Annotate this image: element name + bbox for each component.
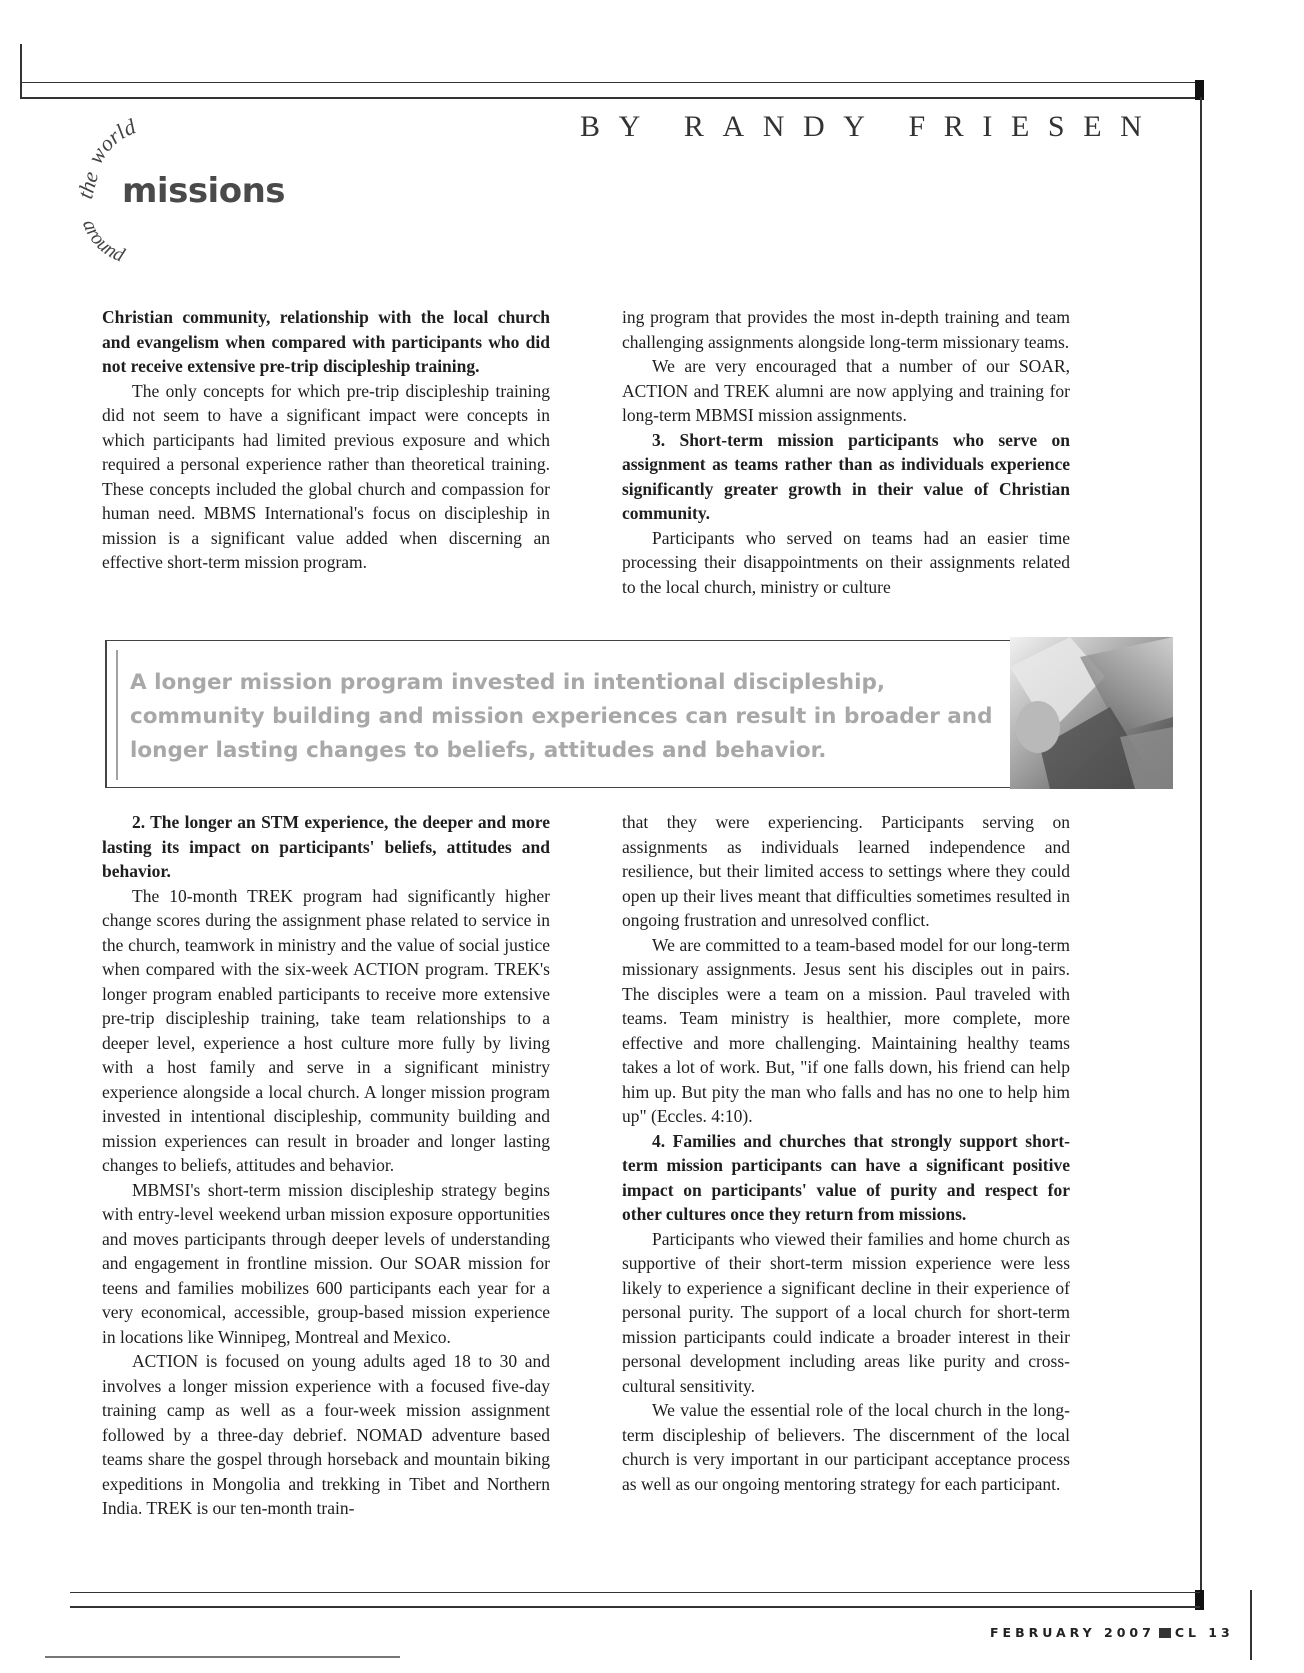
right-frame-rule [1200,97,1202,1604]
column-bottom-left [102,810,550,1521]
logo-arc-top: world [82,115,140,168]
bottom-edge-mark [45,1656,400,1658]
paragraph: 4. Families and churches that strongly support short-term mission participants can have a significant positive impact on participants' value of purity and respect for other cultures once they return from missions. [622,1130,1070,1224]
paragraph: 2. The longer an STM experience, the deeper and more lasting its impact on participants' beliefs, attitudes and behavior. [102,812,550,881]
section-logo [60,115,290,265]
footer-separator [1159,1628,1171,1638]
paragraph: MBMSI's short-term mission discipleship strategy begins with entry-level weekend urban mission exposure opportunities and moves participants through deeper levels of understanding and engagement in frontline mission. Our SOAR mission for teens and families mobilizes 600 participants each year for a very economical, accessible, group-based mission experience in locations like Winnipeg, Montreal and Mexico. [102,1179,550,1347]
paragraph: 3. Short-term mission participants who serve on assignment as teams rather than as individuals experience significantly greater growth in their value of Christian community. [622,429,1070,523]
header-top-rule [22,82,1202,83]
paragraph: We are very encouraged that a number of our SOAR, ACTION and TREK alumni are now applying and training for long-term MBMSI mission assignments. [622,356,1070,425]
paragraph: that they were experiencing. Participants serving on assignments as individuals learned independence and resilience, but their limited access to settings where they could open up their lives meant that difficulties sometimes resulted in ongoing frustration and unresolved conflict. [622,812,1070,930]
pull-quote: A longer mission program invested in intentional discipleship, community building and mission experiences can result in broader and longer lasting changes to beliefs, attitudes and behavior. [130,670,993,763]
page-footer [990,1625,1234,1640]
header-rule [22,97,1202,99]
left-margin-rule [20,44,22,99]
paragraph: Participants who served on teams had an easier time processing their disappointments on their assignments related to the local church, ministry or culture [622,527,1070,597]
logo-word: missions [122,171,286,211]
byline: BY RANDY FRIESEN [580,110,1161,143]
paragraph: Participants who viewed their families and home church as supportive of their short-term mission experience were less likely to experience a significant decline in their experience of personal purity. The support of a local church for short-term mission participants could indicate a broader interest in their personal development including areas like purity and cross-cultural sensitivity. [622,1228,1070,1396]
logo-arc-side: the [72,168,104,202]
paragraph: ACTION is focused on young adults aged 18 to 30 and involves a longer mission experience with a focused five-day training camp as well as a four-week mission assignment followed by a three-day debrief. NOMAD adventure based teams share the gospel through horseback and mountain biking expeditions in Mongolia and trekking in Tibet and Northern India. TREK is our ten-month train- [102,1351,550,1518]
logo-arc-bottom: around [77,216,128,265]
paragraph: We are committed to a team-based model for our long-term missionary assignments. Jesus sent his disciples out in pairs. The disciples were a team on a mission. Paul traveled with teams. Team ministry is healthier, more complete, more effective and more challenging. Maintaining healthy teams takes a lot of work. But, "if one falls down, his friend can help him up. But pity the man who falls and has no one to help him up" (Eccles. 4:10). [622,934,1070,1126]
column-bottom-right [622,810,1070,1496]
footer-rule-top [70,1592,1200,1593]
paragraph: We value the essential role of the local church in the long-term discipleship of believers. The discernment of the local church is very important in our participant acceptance process as well as our ongoing mentoring strategy for each participant. [622,1400,1070,1494]
photo-image [1010,637,1173,789]
svg-text:world [83,115,140,168]
column-top-left [102,305,550,575]
right-edge-mark [1250,1590,1252,1660]
paragraph: The 10-month TREK program had significantly higher change scores during the assignment phase related to service in the church, teamwork in ministry and the value of social justice when compared with the six-week ACTION program. TREK's longer program enabled participants to receive more extensive pre-trip discipleship training, take team relationships to a deeper level, experience a host culture more fully by living with a host family and serve in a significant ministry experience alongside a local church. A longer mission program invested in intentional discipleship, community building and mission experiences can result in broader and longer lasting changes to beliefs, attitudes and behavior. [102,885,550,1175]
footer-rule [70,1606,1200,1608]
svg-text:around [78,217,129,265]
decorative-photo [1010,637,1173,789]
paragraph: The only concepts for which pre-trip discipleship training did not seem to have a significant impact were concepts in which participants had limited previous exposure and which required a personal experience rather than theoretical training. These concepts included the global church and compassion for human need. MBMS International's focus on discipleship in mission is a significant value added when discerning an effective short-term mission program. [102,380,550,572]
column-top-right [622,305,1070,599]
paragraph: Christian community, relationship with the local church and evangelism when compared with participants who did not receive extensive pre-trip discipleship training. [102,307,550,376]
footer-date: FEBRUARY 2007 [990,1625,1155,1640]
paragraph: ing program that provides the most in-depth training and team challenging assignments alongside long-term missionary teams. [622,307,1070,352]
footer-page: CL 13 [1174,1625,1234,1640]
